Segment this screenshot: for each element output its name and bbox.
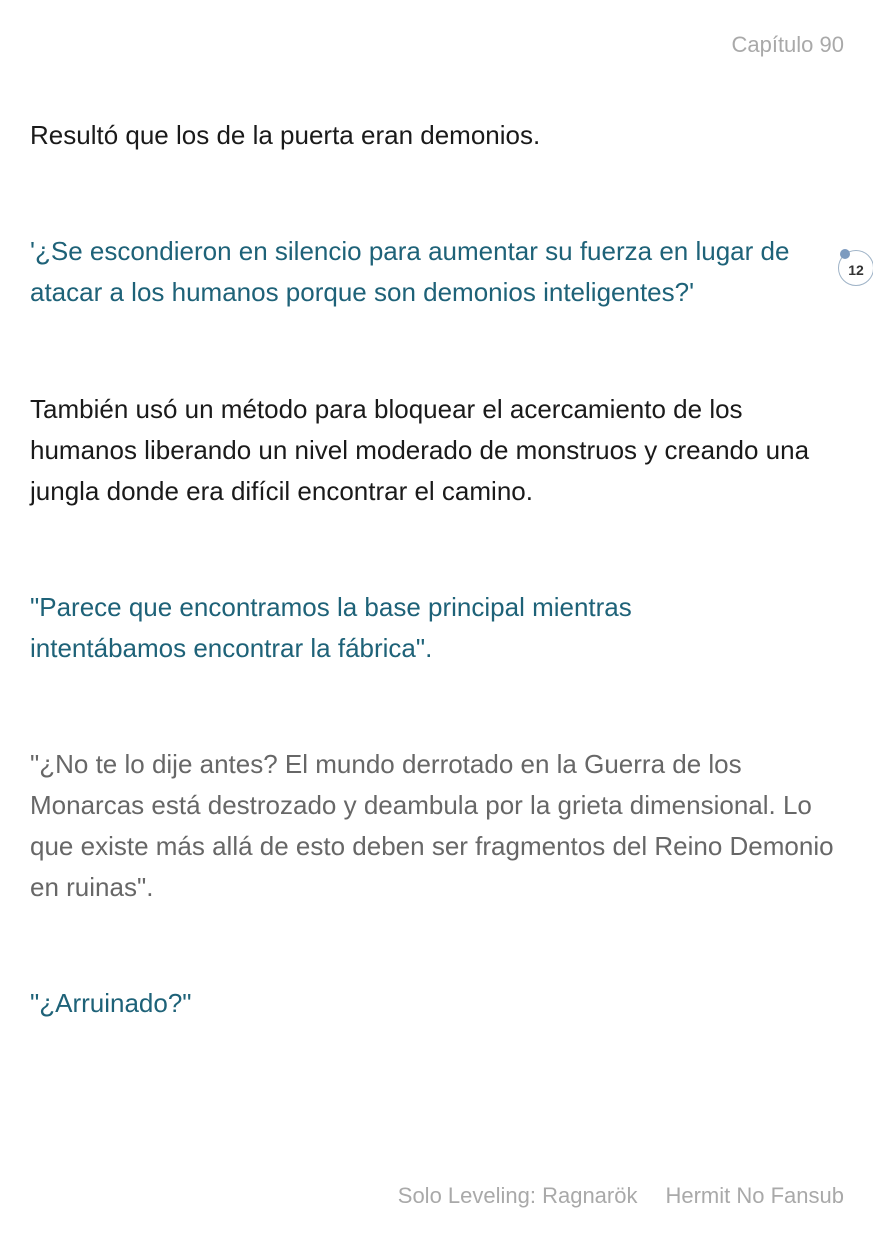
footer-translator: Hermit No Fansub xyxy=(665,1183,844,1208)
paragraph-narration: También usó un método para bloquear el acercamiento de los humanos liberando un nivel moderado de monstruos y creando una jungla donde era difícil encontrar el camino. xyxy=(30,394,810,506)
paragraph-dialogue: "Parece que encontramos la base principal mientras intentábamos encontrar la fábrica". xyxy=(30,592,632,663)
paragraph-dialogue: "¿No te lo dije antes? El mundo derrotado en la Guerra de los Monarcas está destrozado y deambula por la grieta dimensional. Lo que existe más allá de esto deben ser fragmentos del Reino Demonio en ruinas". xyxy=(30,749,834,902)
paragraph-thought: '¿Se escondieron en silencio para aumentar su fuerza en lugar de atacar a los humanos porque son demonios inteligentes?' xyxy=(30,236,790,307)
paragraph-dialogue: "¿Arruinado?" xyxy=(30,988,192,1018)
footer xyxy=(398,1183,844,1209)
paragraph-narration: Resultó que los de la puerta eran demonios. xyxy=(30,120,541,150)
chapter-label: Capítulo 90 xyxy=(731,32,844,57)
progress-number: 12 xyxy=(848,262,864,278)
footer-book-title: Solo Leveling: Ragnarök xyxy=(397,1183,638,1208)
